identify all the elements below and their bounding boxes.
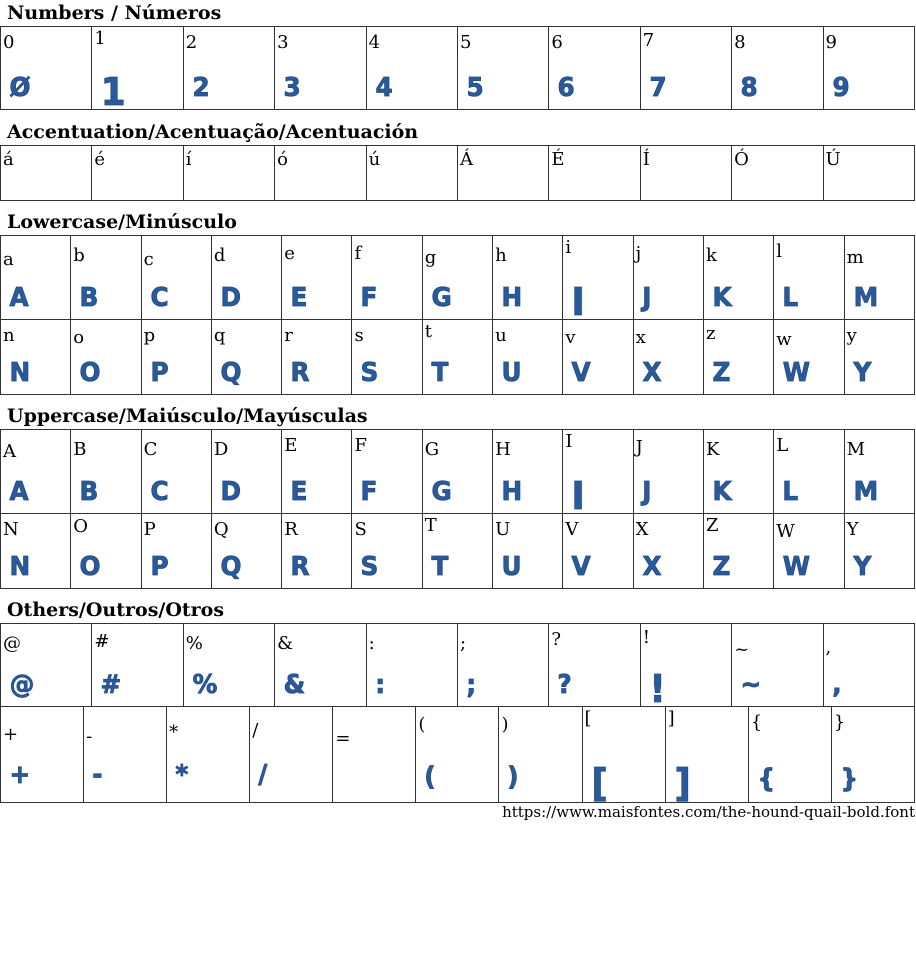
glyph-sample: P	[150, 552, 169, 582]
char-label: q	[213, 325, 226, 346]
glyph-sample: ,	[831, 670, 842, 700]
glyph-cell	[703, 430, 773, 514]
char-label: Ú	[825, 149, 841, 170]
glyph-cell	[563, 514, 633, 589]
char-label: M	[846, 439, 865, 460]
glyph-sample: 1	[101, 70, 127, 110]
glyph-sample: &	[283, 670, 306, 700]
glyph-sample: {	[757, 764, 775, 794]
glyph-sample: Q	[220, 552, 242, 582]
char-label: #	[94, 631, 110, 652]
glyph-cell	[774, 430, 844, 514]
glyph-cell	[416, 707, 499, 803]
char-label: Q	[213, 519, 229, 540]
glyph-cell	[823, 27, 914, 110]
glyph-sample: 2	[192, 73, 210, 103]
glyph-cell	[71, 320, 141, 395]
glyph-sample: )	[507, 762, 520, 792]
char-label: w	[776, 329, 792, 350]
glyph-sample: C	[150, 283, 169, 313]
glyph-cell	[1, 146, 92, 201]
glyph-sample: 5	[466, 73, 484, 103]
char-label: z	[705, 323, 716, 344]
char-label: k	[705, 245, 717, 266]
char-label: ~	[734, 639, 750, 660]
char-label: í	[185, 149, 192, 170]
glyph-sample: A	[9, 477, 29, 507]
char-label: T	[424, 515, 437, 536]
glyph-cell	[141, 514, 211, 589]
char-label: 1	[94, 28, 106, 49]
numbers-section-title: Numbers / Números	[7, 2, 222, 24]
glyph-cell	[563, 430, 633, 514]
glyph-cell	[1, 707, 84, 803]
glyph-sample: C	[150, 477, 169, 507]
glyph-sample: ]	[674, 761, 691, 803]
char-label: U	[495, 519, 511, 540]
char-label: 6	[551, 32, 563, 53]
char-label: J	[635, 437, 643, 458]
glyph-sample: N	[9, 552, 31, 582]
uppercase-section-title: Uppercase/Maiúsculo/Mayúsculas	[7, 405, 368, 427]
char-label: /	[252, 720, 259, 741]
glyph-sample: O	[79, 358, 101, 388]
char-label: V	[565, 519, 579, 540]
glyph-sample: R	[290, 358, 310, 388]
glyph-cell	[703, 320, 773, 395]
accents-section-title: Accentuation/Acentuação/Acentuación	[7, 121, 419, 143]
glyph-sample: (	[424, 762, 436, 792]
glyph-cell	[844, 514, 914, 589]
glyph-cell	[211, 430, 281, 514]
glyph-sample: A	[9, 283, 29, 313]
others-grid-1	[0, 623, 915, 707]
glyph-cell	[282, 236, 352, 320]
glyph-cell	[563, 320, 633, 395]
glyph-cell	[352, 514, 422, 589]
glyph-cell	[493, 430, 563, 514]
char-label: j	[635, 243, 642, 264]
glyph-cell	[183, 624, 274, 707]
glyph-cell	[831, 707, 914, 803]
char-label: ]	[667, 708, 675, 729]
glyph-sample: W	[782, 552, 811, 582]
glyph-sample: *	[175, 760, 189, 790]
glyph-sample: -	[92, 760, 103, 790]
char-label: Y	[846, 519, 859, 540]
glyph-cell	[422, 320, 492, 395]
glyph-cell	[71, 236, 141, 320]
glyph-sample: X	[642, 358, 662, 388]
char-label: Ó	[734, 149, 749, 170]
glyph-cell	[1, 27, 92, 110]
char-label: -	[86, 726, 93, 747]
numbers-grid	[0, 26, 915, 110]
glyph-cell	[183, 27, 274, 110]
glyph-cell	[211, 320, 281, 395]
others-row-1	[1, 624, 915, 707]
glyph-cell	[549, 624, 640, 707]
glyph-sample: K	[712, 283, 732, 313]
char-label: Z	[705, 515, 719, 536]
glyph-cell	[844, 320, 914, 395]
glyph-cell	[1, 624, 92, 707]
glyph-sample: D	[220, 477, 241, 507]
glyph-cell	[366, 146, 457, 201]
glyph-cell	[333, 707, 416, 803]
char-label: á	[3, 149, 14, 170]
char-label: I	[565, 431, 573, 452]
glyph-cell	[352, 430, 422, 514]
glyph-cell	[457, 146, 548, 201]
glyph-cell	[183, 146, 274, 201]
glyph-cell	[250, 707, 333, 803]
glyph-cell	[92, 624, 183, 707]
accents-grid	[0, 145, 915, 201]
glyph-cell	[275, 27, 366, 110]
glyph-cell	[275, 624, 366, 707]
glyph-cell	[422, 430, 492, 514]
glyph-cell	[352, 320, 422, 395]
glyph-cell	[92, 27, 183, 110]
char-label: C	[143, 439, 158, 460]
char-label: F	[354, 435, 367, 456]
glyph-sample: F	[360, 283, 378, 313]
glyph-sample: ~	[740, 670, 762, 700]
glyph-cell	[499, 707, 582, 803]
glyph-cell	[282, 514, 352, 589]
glyph-sample: V	[571, 552, 591, 582]
glyph-sample: I	[571, 280, 586, 320]
glyph-cell	[211, 514, 281, 589]
glyph-cell	[1, 320, 71, 395]
glyph-cell	[732, 27, 823, 110]
glyph-sample: K	[712, 477, 732, 507]
char-label: b	[73, 245, 85, 266]
glyph-cell	[282, 430, 352, 514]
char-label: y	[846, 325, 857, 346]
char-label: R	[284, 519, 298, 540]
char-label: W	[776, 521, 795, 542]
glyph-sample: L	[782, 283, 799, 313]
glyph-cell	[352, 236, 422, 320]
glyph-cell	[665, 707, 748, 803]
char-label: f	[354, 243, 362, 264]
char-label: 8	[734, 32, 746, 53]
char-label: 9	[825, 32, 837, 53]
numbers-row	[1, 27, 915, 110]
glyph-cell	[493, 320, 563, 395]
glyph-sample: ?	[557, 670, 573, 700]
glyph-cell	[71, 514, 141, 589]
others-row-2	[1, 707, 915, 803]
char-label: ?	[551, 629, 561, 650]
glyph-cell	[823, 146, 914, 201]
glyph-sample: L	[782, 477, 799, 507]
char-label: é	[94, 149, 106, 170]
char-label: l	[776, 241, 783, 262]
char-label: É	[551, 149, 565, 170]
glyph-sample: F	[360, 477, 378, 507]
glyph-sample: ;	[466, 670, 477, 700]
char-label: G	[424, 439, 440, 460]
glyph-cell	[640, 624, 731, 707]
glyph-cell	[549, 27, 640, 110]
glyph-cell	[493, 236, 563, 320]
glyph-sample: :	[374, 670, 385, 700]
char-label: v	[565, 327, 576, 348]
glyph-sample: Z	[712, 358, 731, 388]
glyph-sample: M	[853, 283, 878, 313]
glyph-cell	[211, 236, 281, 320]
char-label: L	[776, 435, 789, 456]
char-label: K	[705, 439, 720, 460]
glyph-cell	[633, 236, 703, 320]
char-label: E	[284, 435, 298, 456]
char-label: 5	[459, 32, 472, 53]
char-label: 4	[368, 32, 381, 53]
char-label: {	[750, 712, 763, 733]
char-label: &	[277, 633, 294, 654]
glyph-sample: U	[501, 358, 522, 388]
glyph-sample: W	[782, 358, 811, 388]
char-label: X	[635, 519, 649, 540]
glyph-sample: D	[220, 283, 241, 313]
char-label: n	[3, 325, 15, 346]
glyph-cell	[282, 320, 352, 395]
char-label: 2	[185, 32, 198, 53]
glyph-cell	[422, 236, 492, 320]
glyph-cell	[844, 430, 914, 514]
glyph-sample: M	[853, 477, 878, 507]
glyph-sample: U	[501, 552, 522, 582]
char-label: 3	[277, 32, 289, 53]
char-label: 0	[3, 32, 15, 53]
glyph-cell	[141, 430, 211, 514]
char-label: m	[846, 247, 864, 268]
glyph-cell	[774, 320, 844, 395]
char-label: =	[335, 728, 351, 749]
glyph-cell	[732, 146, 823, 201]
char-label: ,	[825, 637, 832, 658]
glyph-cell	[748, 707, 831, 803]
glyph-sample: P	[150, 358, 169, 388]
glyph-cell	[275, 146, 366, 201]
char-label: *	[169, 722, 179, 743]
glyph-sample: B	[79, 477, 99, 507]
glyph-cell	[563, 236, 633, 320]
others-grid-2	[0, 706, 915, 803]
char-label: @	[3, 633, 21, 654]
glyph-sample: +	[9, 760, 31, 790]
char-label: ;	[459, 633, 467, 654]
glyph-sample: Y	[853, 358, 871, 388]
char-label: a	[3, 249, 14, 270]
char-label: )	[501, 714, 509, 735]
char-label: :	[368, 633, 375, 654]
char-label: h	[495, 245, 507, 266]
glyph-cell	[493, 514, 563, 589]
char-label: e	[284, 243, 295, 264]
glyph-sample: X	[642, 552, 662, 582]
char-label: r	[284, 325, 293, 346]
char-label: H	[495, 439, 511, 460]
char-label: D	[213, 439, 229, 460]
char-label: +	[3, 724, 19, 745]
glyph-sample: /	[258, 760, 268, 790]
glyph-cell	[1, 430, 71, 514]
glyph-sample: S	[360, 552, 379, 582]
char-label: Í	[642, 149, 650, 170]
lowercase-section-title: Lowercase/Minúsculo	[7, 211, 237, 233]
glyph-cell	[703, 514, 773, 589]
glyph-cell	[774, 236, 844, 320]
glyph-sample: E	[290, 283, 308, 313]
glyph-cell	[71, 430, 141, 514]
glyph-cell	[422, 514, 492, 589]
glyph-cell	[549, 146, 640, 201]
glyph-cell	[141, 320, 211, 395]
glyph-cell	[640, 27, 731, 110]
glyph-cell	[844, 236, 914, 320]
glyph-cell	[732, 624, 823, 707]
char-label: !	[642, 627, 650, 648]
char-label: c	[143, 249, 154, 270]
char-label: N	[3, 519, 19, 540]
char-label: s	[354, 325, 364, 346]
glyph-cell	[774, 514, 844, 589]
glyph-sample: R	[290, 552, 310, 582]
glyph-sample: T	[431, 358, 449, 388]
glyph-cell	[633, 430, 703, 514]
char-label: ú	[368, 149, 381, 170]
char-label: i	[565, 237, 572, 258]
char-label: Á	[459, 149, 473, 170]
glyph-sample: J	[641, 477, 652, 507]
glyph-sample: Q	[220, 358, 242, 388]
char-label: 7	[642, 30, 655, 51]
glyph-cell	[92, 146, 183, 201]
glyph-cell	[1, 514, 71, 589]
char-label: %	[185, 633, 203, 654]
lowercase-row-2	[1, 320, 915, 395]
char-label: u	[495, 325, 507, 346]
others-section-title: Others/Outros/Otros	[7, 599, 225, 621]
glyph-sample: G	[431, 477, 452, 507]
char-label: B	[73, 439, 87, 460]
glyph-sample: !	[649, 667, 666, 707]
char-label: ó	[277, 149, 289, 170]
lowercase-row-1	[1, 236, 915, 320]
glyph-sample: 8	[740, 73, 758, 103]
glyph-sample: 6	[557, 73, 575, 103]
uppercase-row-2	[1, 514, 915, 589]
glyph-sample: }	[840, 764, 858, 794]
glyph-sample: #	[100, 670, 122, 700]
char-label: p	[143, 325, 156, 346]
glyph-sample: G	[431, 283, 452, 313]
lowercase-grid	[0, 235, 915, 395]
char-label: [	[584, 708, 592, 729]
glyph-sample: H	[501, 477, 523, 507]
glyph-sample: [	[590, 761, 608, 803]
glyph-sample: I	[571, 474, 586, 514]
glyph-sample: V	[571, 358, 591, 388]
glyph-cell	[823, 624, 914, 707]
glyph-sample: O	[79, 552, 101, 582]
glyph-cell	[640, 146, 731, 201]
glyph-cell	[141, 236, 211, 320]
char-label: P	[143, 519, 156, 540]
char-label: g	[424, 247, 437, 268]
glyph-sample: 4	[375, 73, 393, 103]
glyph-cell	[84, 707, 167, 803]
uppercase-row-1	[1, 430, 915, 514]
glyph-sample: @	[9, 670, 35, 700]
uppercase-grid	[0, 429, 915, 589]
accents-row	[1, 146, 915, 201]
glyph-sample: N	[9, 358, 31, 388]
glyph-cell	[1, 236, 71, 320]
char-label: }	[833, 712, 846, 733]
glyph-sample: 9	[831, 73, 850, 103]
char-label: d	[213, 245, 226, 266]
glyph-cell	[167, 707, 250, 803]
char-label: t	[424, 321, 433, 342]
char-label: o	[73, 327, 85, 348]
glyph-sample: E	[290, 477, 308, 507]
glyph-sample: Y	[853, 552, 871, 582]
glyph-cell	[457, 624, 548, 707]
glyph-sample: Ø	[9, 73, 31, 103]
glyph-cell	[457, 27, 548, 110]
glyph-sample: Z	[712, 552, 731, 582]
glyph-cell	[366, 624, 457, 707]
glyph-sample: H	[501, 283, 523, 313]
glyph-cell	[633, 514, 703, 589]
glyph-sample: %	[192, 670, 218, 700]
glyph-sample: T	[431, 552, 449, 582]
char-label: x	[635, 327, 646, 348]
glyph-sample: 3	[283, 73, 301, 103]
glyph-sample: 7	[649, 73, 667, 103]
source-url[interactable]: https://www.maisfontes.com/the-hound-quail-bold.font	[502, 803, 915, 821]
glyph-cell	[633, 320, 703, 395]
glyph-cell	[366, 27, 457, 110]
glyph-cell	[582, 707, 665, 803]
glyph-cell	[703, 236, 773, 320]
char-label: A	[3, 441, 16, 462]
char-label: S	[354, 519, 367, 540]
char-label: O	[73, 516, 89, 537]
glyph-sample: J	[641, 283, 652, 313]
glyph-sample: B	[79, 283, 99, 313]
glyph-sample: S	[360, 358, 379, 388]
char-label: (	[418, 714, 426, 735]
